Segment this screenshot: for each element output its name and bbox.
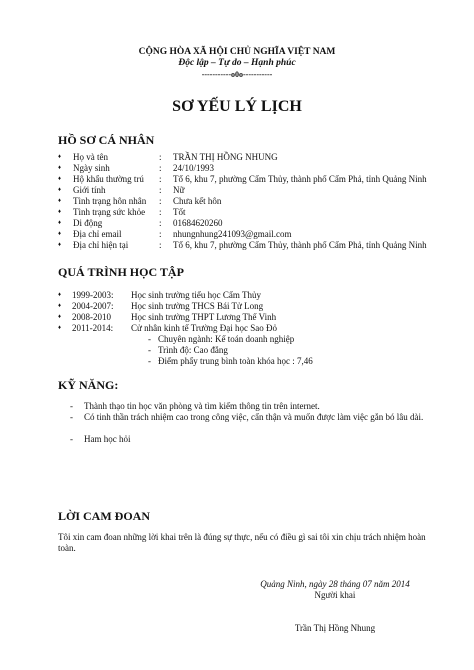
pledge-text: Tôi xin cam đoan những lời khai trên là đúng sự thực, nếu có điều gì sai tôi xin chịu trách nhiệm hoàn toàn. bbox=[58, 532, 426, 553]
diamond-bullet-icon: ♦ bbox=[58, 242, 62, 248]
profile-label: Họ và tên bbox=[73, 152, 108, 162]
profile-label: Địa chỉ hiện tại bbox=[73, 240, 129, 250]
profile-row-birthdate bbox=[58, 163, 438, 174]
signature-date: Quảng Ninh, ngày 28 tháng 07 năm 2014 bbox=[260, 579, 410, 589]
profile-colon: : bbox=[159, 152, 162, 162]
dash-bullet: - bbox=[148, 356, 151, 366]
profile-colon: : bbox=[159, 163, 162, 173]
profile-label: Hộ khẩu thường trú bbox=[73, 174, 144, 184]
profile-row-current-address bbox=[58, 240, 438, 251]
profile-heading: HỒ SƠ CÁ NHÂN bbox=[58, 133, 155, 147]
education-description: Học sinh trường tiểu học Cẩm Thủy bbox=[131, 290, 261, 300]
profile-colon: : bbox=[159, 185, 162, 195]
education-description: Học sinh trường THCS Bái Tử Long bbox=[131, 301, 264, 311]
profile-colon: : bbox=[159, 196, 162, 206]
dash-bullet: - bbox=[70, 434, 73, 444]
dash-bullet: - bbox=[70, 401, 73, 411]
diamond-bullet-icon: ♦ bbox=[58, 209, 62, 215]
profile-value: 01684620260 bbox=[173, 218, 223, 228]
profile-value: 24/10/1993 bbox=[173, 163, 215, 173]
profile-label: Ngày sinh bbox=[73, 163, 110, 173]
diamond-bullet-icon: ♦ bbox=[58, 165, 62, 171]
education-description: Cử nhân kinh tế Trường Đại học Sao Đỏ bbox=[131, 323, 278, 333]
diamond-bullet-icon: ♦ bbox=[58, 220, 62, 226]
diamond-bullet-icon: ♦ bbox=[58, 303, 62, 309]
diamond-bullet-icon: ♦ bbox=[58, 314, 62, 320]
profile-label: Tình trạng sức khỏe bbox=[73, 207, 146, 217]
education-sub-text: Trình độ: Cao đẳng bbox=[158, 345, 228, 355]
education-row bbox=[58, 323, 438, 334]
diamond-bullet-icon: ♦ bbox=[58, 187, 62, 193]
profile-colon: : bbox=[159, 174, 162, 184]
profile-row-marital-status bbox=[58, 196, 438, 207]
education-row bbox=[58, 301, 438, 312]
education-row bbox=[58, 290, 438, 301]
signature-name: Trần Thị Hồng Nhung bbox=[294, 623, 376, 633]
education-period: 1999-2003: bbox=[72, 290, 114, 300]
profile-value: Nữ bbox=[173, 185, 185, 195]
profile-label: Tình trạng hôn nhân bbox=[73, 196, 147, 206]
diamond-bullet-icon: ♦ bbox=[58, 325, 62, 331]
skills-heading: KỸ NĂNG: bbox=[58, 378, 119, 392]
signature-role: Người khai bbox=[314, 590, 356, 600]
profile-value: Tổ 6, khu 7, phường Cẩm Thủy, thành phố Cẩm Phả, tỉnh Quảng Ninh bbox=[173, 174, 427, 184]
skill-text: Ham học hỏi bbox=[84, 434, 131, 444]
pledge-heading: LỜI CAM ĐOAN bbox=[58, 509, 150, 523]
diamond-bullet-icon: ♦ bbox=[58, 198, 62, 204]
national-title: CỘNG HÒA XÃ HỘI CHỦ NGHĨA VIỆT NAM bbox=[138, 47, 336, 57]
skill-text: Thành thạo tin học văn phòng và tìm kiếm thông tin trên internet. bbox=[84, 401, 320, 411]
national-motto: Độc lập – Tự do – Hạnh phúc bbox=[178, 58, 296, 68]
profile-colon: : bbox=[159, 207, 162, 217]
profile-row-health bbox=[58, 207, 438, 218]
profile-colon: : bbox=[159, 240, 162, 250]
profile-value: Tổ 6, khu 7, phường Cẩm Thủy, thành phố Cẩm Phả, tỉnh Quảng Ninh bbox=[173, 240, 427, 250]
diamond-bullet-icon: ♦ bbox=[58, 176, 62, 182]
profile-label: Di động bbox=[73, 218, 103, 228]
profile-row-gender bbox=[58, 185, 438, 196]
profile-value: nhungnhung241093@gmail.com bbox=[173, 229, 292, 239]
profile-row-email bbox=[58, 229, 438, 240]
education-period: 2004-2007: bbox=[72, 301, 114, 311]
education-period: 2008-2010 bbox=[72, 312, 111, 322]
profile-label: Địa chỉ email bbox=[73, 229, 122, 239]
profile-value: Tốt bbox=[173, 207, 186, 217]
diamond-bullet-icon: ♦ bbox=[58, 154, 62, 160]
education-heading: QUÁ TRÌNH HỌC TẬP bbox=[58, 265, 184, 279]
profile-colon: : bbox=[159, 229, 162, 239]
skill-item bbox=[70, 434, 425, 445]
profile-colon: : bbox=[159, 218, 162, 228]
dash-bullet: - bbox=[70, 412, 73, 422]
skill-item bbox=[70, 412, 425, 423]
profile-label: Giới tính bbox=[73, 185, 106, 195]
education-description: Học sinh trường THPT Lương Thế Vinh bbox=[131, 312, 277, 322]
profile-row-mobile bbox=[58, 218, 438, 229]
diamond-bullet-icon: ♦ bbox=[58, 231, 62, 237]
dash-bullet: - bbox=[148, 345, 151, 355]
profile-value: TRẦN THỊ HỒNG NHUNG bbox=[173, 152, 278, 162]
skill-text: Có tinh thần trách nhiệm cao trong công việc, cẩn thận và muốn được làm việc gắn bó lâu dài. bbox=[84, 412, 424, 422]
dash-bullet: - bbox=[148, 334, 151, 344]
document-title: SƠ YẾU LÝ LỊCH bbox=[172, 98, 302, 115]
profile-value: Chưa kết hôn bbox=[173, 196, 222, 206]
profile-row-name bbox=[58, 152, 438, 163]
education-row bbox=[58, 312, 438, 323]
education-sub-text: Chuyên ngành: Kế toán doanh nghiệp bbox=[158, 334, 295, 344]
skill-item bbox=[70, 401, 425, 412]
education-period: 2011-2014: bbox=[72, 323, 114, 333]
header-separator: -----------o0o----------- bbox=[201, 70, 273, 79]
diamond-bullet-icon: ♦ bbox=[58, 292, 62, 298]
profile-row-permanent-address bbox=[58, 174, 438, 185]
education-sub-text: Điểm phẩy trung bình toàn khóa học : 7,46 bbox=[158, 356, 313, 366]
